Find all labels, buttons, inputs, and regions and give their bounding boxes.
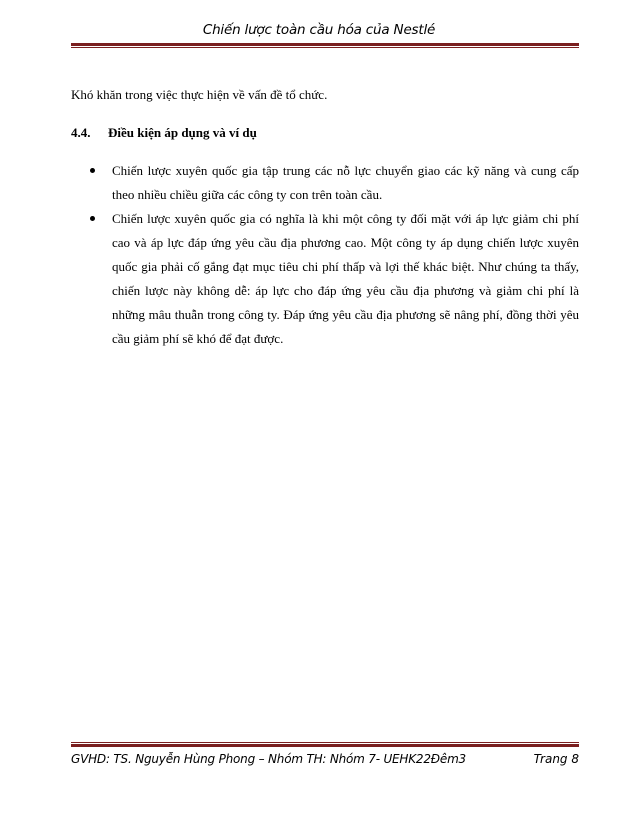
header-title: Chiến lược toàn cầu hóa của Nestlé — [202, 22, 436, 38]
list-item-text: Chiến lược xuyên quốc gia tập trung các nỗ lực chuyển giao các kỹ năng và cung cấp theo nhiều chiều giữa các công ty con trên toàn cầu. — [112, 163, 579, 202]
list-item — [86, 207, 579, 351]
header-rule — [71, 43, 579, 48]
section-heading — [71, 125, 579, 141]
bullet-icon — [90, 168, 95, 173]
bullet-icon — [90, 216, 95, 221]
page-number: Trang 8 — [533, 752, 579, 766]
list-item-text: Chiến lược xuyên quốc gia có nghĩa là khi một công ty đối mặt với áp lực giảm chi phí cao và áp lực đáp ứng yêu cầu địa phương cao. Một công ty áp dụng chiến lược xuyên quốc gia phải cố gắng đạt mục tiêu chi phí thấp và lợi thế khác biệt. Như chúng ta thấy, chiến lược này không dễ: áp lực cho đáp ứng yêu cầu địa phương và giảm chi phí là những mâu thuẫn trong công ty. Đáp ứng yêu cầu địa phương sẽ nâng phí, đồng thời yêu cầu giảm phí sẽ khó để đạt được. — [112, 211, 579, 346]
intro-paragraph: Khó khăn trong việc thực hiện về vấn đề tổ chức. — [71, 87, 328, 102]
footer-rule — [71, 742, 579, 747]
section-number: 4.4. — [71, 125, 91, 140]
section-title: Điều kiện áp dụng và ví dụ — [108, 125, 257, 140]
list-item — [86, 159, 579, 207]
bullet-list — [86, 159, 579, 351]
footer-credits: GVHD: TS. Nguyễn Hùng Phong – Nhóm TH: Nhóm 7- UEHK22Đêm3 — [71, 752, 466, 766]
